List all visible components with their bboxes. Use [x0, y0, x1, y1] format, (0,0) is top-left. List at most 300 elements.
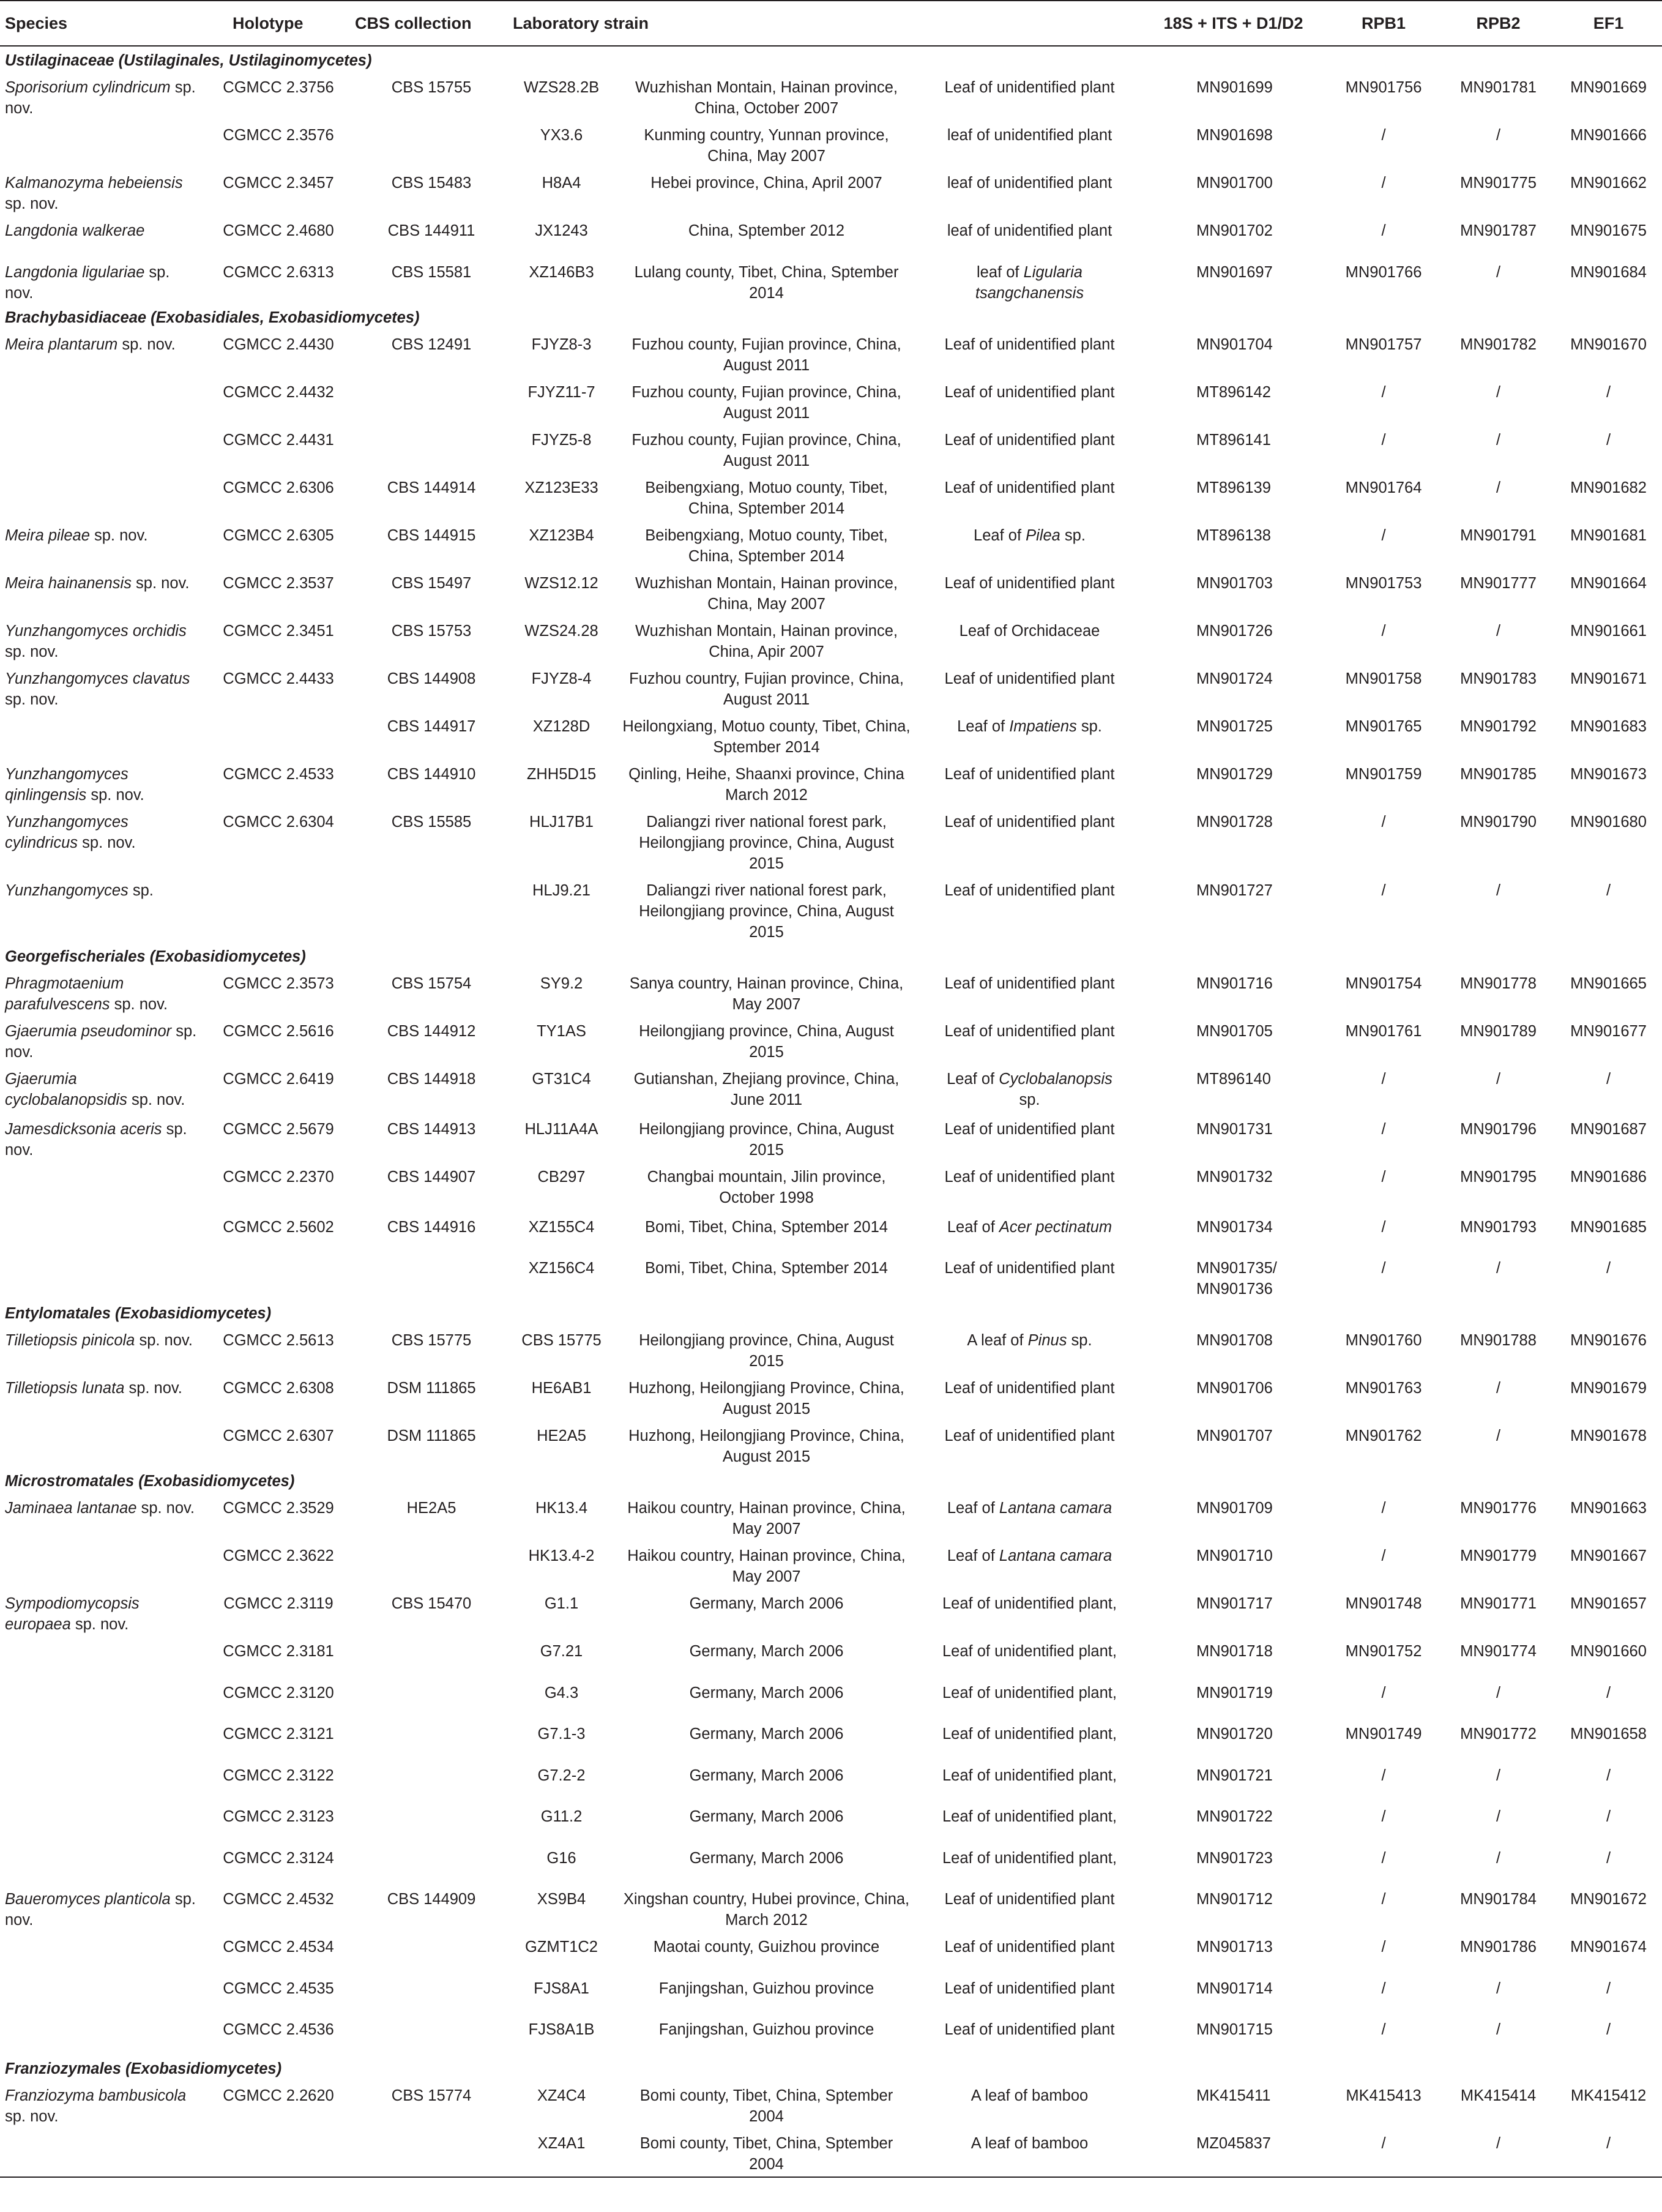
cell-holotype: CGMCC 2.3622	[223, 1547, 334, 1564]
cell-18s-its-d1d2: MN901708	[1196, 1332, 1273, 1349]
species-suffix: sp. nov.	[135, 1332, 193, 1349]
table-row	[0, 1539, 1662, 1587]
species-suffix: sp.	[128, 881, 154, 899]
cell-rpb1: /	[1381, 1684, 1386, 1702]
table-row	[0, 166, 1662, 214]
cell-holotype: CGMCC 2.3120	[223, 1684, 334, 1702]
cell-ef1: MN901684	[1570, 263, 1647, 281]
cell-holotype: CGMCC 2.5613	[223, 1332, 334, 1349]
host-prefix: leaf of	[977, 263, 1024, 281]
cell-location: Wuzhishan Montain, Hainan province, China, October 2007	[635, 79, 898, 117]
cell-lab-strain: HLJ11A4A	[524, 1120, 598, 1138]
host-prefix: Leaf of	[957, 717, 1010, 735]
cell-cbs: CBS 144916	[387, 1218, 476, 1236]
group-header-row	[0, 943, 1662, 967]
cell-species	[0, 471, 202, 519]
cell-cbs	[355, 1930, 508, 1972]
cell-rpb2: MN901772	[1460, 1725, 1537, 1743]
cell-lab-strain: G7.2-2	[537, 1766, 586, 1784]
cell-host: Leaf of unidentified plant,	[942, 1725, 1117, 1743]
cell-species	[0, 2079, 202, 2127]
cell-lab-strain: XZ155C4	[528, 1218, 595, 1236]
table-row	[0, 119, 1662, 166]
cell-holotype: CGMCC 2.3119	[223, 1595, 334, 1612]
cell-18s-its-d1d2: MN901720	[1196, 1725, 1273, 1743]
host-suffix: sp.	[1019, 1091, 1040, 1108]
cell-rpb2: /	[1496, 1849, 1501, 1867]
cell-holotype: CGMCC 2.4534	[223, 1938, 334, 1956]
cell-holotype: CGMCC 2.6305	[223, 526, 334, 544]
cell-rpb2: /	[1496, 1808, 1501, 1825]
cell-rpb2: MN901785	[1460, 765, 1537, 783]
cell-species	[0, 615, 202, 662]
species-suffix: sp. nov.	[5, 1120, 187, 1159]
cell-holotype: CGMCC 2.4532	[223, 1891, 334, 1908]
table-row	[0, 1587, 1662, 1635]
cell-species	[0, 874, 202, 943]
cell-rpb1: MN901758	[1345, 670, 1422, 687]
cell-rpb2: /	[1496, 1070, 1501, 1088]
cell-holotype: CGMCC 2.4432	[223, 383, 334, 401]
cell-rpb1: /	[1381, 881, 1386, 899]
cell-lab-strain: XZ4C4	[537, 2087, 586, 2104]
table-row	[0, 71, 1662, 119]
cell-rpb2: /	[1496, 1260, 1501, 1277]
cell-lab-strain: XS9B4	[537, 1891, 586, 1908]
cell-18s-its-d1d2: MN901717	[1196, 1595, 1273, 1612]
cell-host: Leaf of unidentified plant	[944, 974, 1115, 992]
cell-cbs: CBS 144918	[387, 1070, 476, 1088]
group-order-class: (Ustilaginales, Ustilaginomycetes)	[114, 52, 372, 69]
cell-rpb2: MN901791	[1460, 526, 1537, 544]
species-suffix: sp. nov.	[110, 995, 168, 1013]
cell-ef1: MN901675	[1570, 222, 1647, 239]
cell-18s-its-d1d2: MN901721	[1196, 1766, 1273, 1784]
cell-rpb2: MN901784	[1460, 1891, 1537, 1908]
cell-lab-strain: FJS8A1	[534, 1979, 589, 1997]
cell-host: A leaf of bamboo	[971, 2087, 1089, 2104]
cell-ef1: MN901669	[1570, 79, 1647, 96]
cell-lab-strain: HLJ17B1	[529, 813, 594, 831]
host-prefix: Leaf of	[947, 1218, 999, 1236]
table-row	[0, 2127, 1662, 2177]
cell-rpb1: /	[1381, 1979, 1386, 1997]
species-suffix: sp. nov.	[5, 195, 59, 212]
cell-ef1: MN901676	[1570, 1332, 1647, 1349]
cell-ef1: MN901677	[1570, 1022, 1647, 1040]
cell-location: Haikou country, Hainan province, China, May 2007	[627, 1500, 906, 1538]
cell-rpb1: /	[1381, 2021, 1386, 2038]
group-order-class: (Exobasidiomycetes)	[121, 2060, 282, 2077]
cell-rpb1: /	[1381, 1891, 1386, 1908]
group-family-name: Georgefischeriales	[5, 947, 146, 965]
cell-rpb1: MN901761	[1345, 1022, 1422, 1040]
table-body	[0, 46, 1662, 2177]
cell-species	[0, 214, 202, 256]
cell-host: Leaf of unidentified plant,	[942, 1643, 1117, 1660]
cell-host: Leaf of unidentified plant,	[942, 1849, 1117, 1867]
cell-lab-strain: CBS 15775	[521, 1332, 602, 1349]
cell-holotype: CGMCC 2.6419	[223, 1070, 334, 1088]
cell-cbs: CBS 144908	[387, 670, 476, 687]
group-family-name: Microstromatales	[5, 1473, 135, 1490]
cell-ef1: MN901685	[1570, 1218, 1647, 1236]
species-name: Sporisorium cylindricum	[5, 79, 171, 96]
cell-holotype: CGMCC 2.4431	[223, 431, 334, 449]
cell-location: Sanya country, Hainan province, China, May 2007	[629, 974, 904, 1013]
group-header	[0, 304, 1662, 328]
cell-lab-strain: G4.3	[544, 1684, 579, 1702]
header-species: Species	[0, 1, 202, 46]
cell-species	[0, 1372, 202, 1419]
cell-rpb1: /	[1381, 622, 1386, 640]
cell-holotype: CGMCC 2.6313	[223, 263, 334, 281]
cell-species	[0, 1492, 202, 1539]
cell-rpb1: MN901754	[1345, 974, 1422, 992]
cell-rpb2: /	[1496, 1979, 1501, 1997]
cell-species	[0, 1587, 202, 1635]
cell-rpb2: MN901788	[1460, 1332, 1537, 1349]
cell-host	[918, 1539, 1141, 1587]
cell-ef1: MN901663	[1570, 1500, 1647, 1517]
cell-cbs: HE2A5	[406, 1500, 456, 1517]
cell-location: Bomi, Tibet, China, Sptember 2014	[645, 1260, 888, 1277]
cell-species	[0, 1635, 202, 1676]
cell-ef1: /	[1606, 383, 1611, 401]
cell-species	[0, 1676, 202, 1718]
cell-cbs	[355, 1842, 508, 1883]
species-suffix: sp. nov.	[89, 526, 148, 544]
cell-holotype: CGMCC 2.4536	[223, 2021, 334, 2038]
cell-host: Leaf of unidentified plant	[944, 79, 1115, 96]
cell-holotype	[202, 710, 355, 758]
species-name: Meira pileae	[5, 526, 90, 544]
cell-ef1: /	[1606, 1766, 1611, 1784]
host-taxon: Impatiens	[1009, 717, 1077, 735]
cell-rpb1: MN901757	[1345, 335, 1422, 353]
cell-species	[0, 758, 202, 805]
cell-species	[0, 2127, 202, 2177]
cell-18s-its-d1d2: MN901725	[1196, 717, 1273, 735]
cell-holotype: CGMCC 2.3573	[223, 974, 334, 992]
cell-species	[0, 1015, 202, 1063]
cell-holotype	[202, 2127, 355, 2177]
cell-18s-its-d1d2: MN901716	[1196, 974, 1273, 992]
cell-rpb2: /	[1496, 383, 1501, 401]
cell-lab-strain: HLJ9.21	[532, 881, 591, 899]
species-suffix: sp. nov.	[131, 574, 190, 592]
cell-rpb2: MN901778	[1460, 974, 1537, 992]
cell-ef1: MN901662	[1570, 174, 1647, 192]
cell-cbs	[355, 1972, 508, 2014]
cell-ef1: MN901670	[1570, 335, 1647, 353]
cell-species	[0, 1113, 202, 1160]
cell-ef1: MK415412	[1570, 2087, 1647, 2104]
cell-rpb1: /	[1381, 222, 1386, 239]
cell-host	[918, 710, 1141, 758]
cell-species	[0, 1211, 202, 1252]
cell-18s-its-d1d2: MN901731	[1196, 1120, 1273, 1138]
cell-host	[918, 1211, 1141, 1252]
cell-host: Leaf of unidentified plant,	[942, 1684, 1117, 1702]
cell-18s-its-d1d2: MN901704	[1196, 335, 1273, 353]
cell-18s-its-d1d2: MT896141	[1196, 431, 1271, 449]
cell-rpb2: /	[1442, 2127, 1555, 2177]
header-laboratory-strain: Laboratory strain	[508, 1, 1141, 46]
cell-location: Qinling, Heihe, Shaanxi province, China March 2012	[628, 765, 904, 804]
cell-holotype: CGMCC 2.3181	[223, 1643, 334, 1660]
cell-18s-its-d1d2: MN901709	[1196, 1500, 1273, 1517]
table-row	[0, 1759, 1662, 1801]
cell-holotype: CGMCC 2.4430	[223, 335, 334, 353]
cell-rpb1: /	[1381, 1500, 1386, 1517]
cell-cbs	[355, 1717, 508, 1759]
table-row	[0, 1800, 1662, 1842]
cell-rpb1: MN901749	[1345, 1725, 1422, 1743]
cell-cbs: CBS 144911	[387, 222, 475, 239]
table-row	[0, 1113, 1662, 1160]
cell-host: Leaf of unidentified plant	[944, 383, 1115, 401]
cell-location: Bomi county, Tibet, China, Sptember 2004	[615, 2127, 918, 2177]
cell-rpb2: MN901792	[1460, 717, 1537, 735]
header-cbs-collection: CBS collection	[355, 1, 508, 46]
species-suffix: sp. nov.	[5, 79, 196, 117]
cell-cbs: CBS 15581	[391, 263, 472, 281]
host-taxon: Cyclobalanopsis	[999, 1070, 1112, 1088]
cell-host	[918, 519, 1141, 567]
table-row	[0, 1063, 1662, 1113]
cell-species	[0, 376, 202, 424]
species-suffix: sp. nov.	[70, 1616, 129, 1633]
cell-rpb1: /	[1381, 1168, 1386, 1186]
species-suffix: sp. nov.	[136, 1500, 195, 1517]
cell-cbs: CBS 15755	[391, 79, 472, 96]
cell-18s-its-d1d2: MK415411	[1196, 2087, 1271, 2104]
group-header-row	[0, 2055, 1662, 2079]
cell-holotype: CGMCC 2.3124	[223, 1849, 334, 1867]
host-taxon: Acer pectinatum	[999, 1218, 1112, 1236]
species-suffix: sp. nov.	[5, 690, 59, 708]
cell-ef1: /	[1606, 1684, 1611, 1702]
group-family-name: Brachybasidiaceae	[5, 308, 147, 326]
cell-location: Bomi county, Tibet, China, Sptember 2004	[639, 2087, 893, 2125]
cell-cbs: CBS 15497	[391, 574, 472, 592]
cell-rpb2: /	[1496, 1684, 1501, 1702]
host-suffix: sp.	[1076, 717, 1102, 735]
host-prefix: A leaf of	[967, 1332, 1028, 1349]
cell-ef1: MN901673	[1570, 765, 1647, 783]
cell-ef1: /	[1555, 2127, 1662, 2177]
cell-ef1: /	[1606, 1070, 1611, 1088]
table-row	[0, 1972, 1662, 2014]
cell-host: Leaf of unidentified plant,	[942, 1766, 1117, 1784]
cell-cbs	[355, 119, 508, 166]
cell-rpb1: /	[1381, 1766, 1386, 1784]
cell-lab-strain: G7.21	[540, 1643, 583, 1660]
cell-18s-its-d1d2: MN901723	[1196, 1849, 1273, 1867]
cell-cbs	[355, 1635, 508, 1676]
cell-rpb1: MN901748	[1345, 1595, 1422, 1612]
cell-host: Leaf of unidentified plant,	[942, 1808, 1117, 1825]
cell-18s-its-d1d2: MN901724	[1196, 670, 1273, 687]
table-row	[0, 214, 1662, 256]
cell-rpb2: MN901783	[1460, 670, 1537, 687]
cell-ef1: /	[1606, 2021, 1611, 2038]
cell-18s-its-d1d2: MN901699	[1196, 79, 1273, 96]
cell-rpb1: MN901756	[1345, 79, 1422, 96]
cell-rpb2: MN901790	[1460, 813, 1537, 831]
group-header	[0, 1467, 1662, 1492]
cell-host: A leaf of bamboo	[918, 2127, 1141, 2177]
cell-location: Fuzhou county, Fujian province, China, August 2011	[632, 431, 901, 469]
cell-location: Daliangzi river national forest park, Heilongjiang province, China, August 2015	[639, 813, 894, 872]
cell-lab-strain: GT31C4	[532, 1070, 591, 1088]
table-row	[0, 662, 1662, 710]
table-row	[0, 1015, 1662, 1063]
cell-species	[0, 1539, 202, 1587]
cell-18s-its-d1d2: MN901713	[1196, 1938, 1273, 1956]
cell-18s-its-d1d2: MN901702	[1196, 222, 1273, 239]
group-order-class: (Exobasidiales, Exobasidiomycetes)	[146, 308, 420, 326]
cell-18s-its-d1d2: MT896142	[1196, 383, 1271, 401]
cell-lab-strain: XZ128D	[532, 717, 591, 735]
species-name: Yunzhangomyces orchidis	[5, 622, 187, 640]
cell-cbs: CBS 15470	[391, 1595, 472, 1612]
table-row	[0, 2013, 1662, 2055]
cell-host: Leaf of unidentified plant	[944, 765, 1115, 783]
cell-lab-strain: WZS28.2B	[523, 79, 600, 96]
cell-18s-its-d1d2: MN901727	[1196, 881, 1273, 899]
cell-rpb2: MN901771	[1460, 1595, 1537, 1612]
cell-rpb1: /	[1381, 1808, 1386, 1825]
cell-species	[0, 1252, 202, 1299]
table-row	[0, 805, 1662, 874]
cell-rpb2: /	[1496, 127, 1501, 144]
cell-cbs: CBS 15774	[391, 2087, 472, 2104]
cell-host: Leaf of unidentified plant	[944, 881, 1115, 899]
cell-18s-its-d1d2: MN901712	[1196, 1891, 1273, 1908]
cell-lab-strain: XZ4A1	[508, 2127, 615, 2177]
cell-18s-its-d1d2: MT896140	[1196, 1070, 1271, 1088]
cell-location: Fanjingshan, Guizhou province	[658, 1979, 874, 1997]
cell-cbs	[355, 424, 508, 471]
cell-location: Heilongjiang province, China, August 2015	[639, 1332, 894, 1370]
cell-18s-its-d1d2: MN901707	[1196, 1427, 1273, 1444]
cell-rpb1: /	[1381, 1849, 1386, 1867]
cell-host: Leaf of unidentified plant	[944, 479, 1115, 496]
cell-18s-its-d1d2: MN901698	[1196, 127, 1273, 144]
species-name: Meira hainanensis	[5, 574, 132, 592]
cell-cbs	[355, 2127, 508, 2177]
cell-host	[918, 1324, 1141, 1372]
cell-species	[0, 1324, 202, 1372]
cell-holotype: CGMCC 2.4533	[223, 765, 334, 783]
cell-holotype: CGMCC 2.3576	[223, 127, 334, 144]
cell-host: Leaf of unidentified plant	[944, 813, 1115, 831]
cell-lab-strain: JX1243	[535, 222, 588, 239]
cell-rpb1: /	[1381, 1547, 1386, 1564]
table-row	[0, 710, 1662, 758]
cell-host: Leaf of unidentified plant	[944, 1891, 1115, 1908]
cell-location: Wuzhishan Montain, Hainan province, China, Apir 2007	[635, 622, 898, 660]
cell-host: Leaf of Orchidaceae	[959, 622, 1100, 640]
cell-species	[0, 1972, 202, 2014]
host-taxon: Ligularia tsangchanensis	[975, 263, 1084, 302]
cell-rpb2: /	[1496, 622, 1501, 640]
table-row	[0, 1492, 1662, 1539]
cell-18s-its-d1d2: MN901703	[1196, 574, 1273, 592]
cell-cbs: CBS 144907	[387, 1168, 476, 1186]
cell-lab-strain: G1.1	[544, 1595, 579, 1612]
cell-lab-strain: CB297	[537, 1168, 586, 1186]
cell-cbs: CBS 144917	[387, 717, 476, 735]
cell-location: Hebei province, China, April 2007	[650, 174, 882, 192]
cell-location: Fuzhou county, Fujian province, China, August 2011	[632, 335, 901, 374]
host-prefix: Leaf of	[947, 1500, 999, 1517]
cell-rpb2: /	[1496, 1380, 1501, 1397]
cell-ef1: MN901674	[1570, 1938, 1647, 1956]
cell-ef1: MN901666	[1570, 127, 1647, 144]
cell-rpb1: /	[1325, 2127, 1442, 2177]
cell-lab-strain: SY9.2	[540, 974, 583, 992]
cell-lab-strain: G16	[546, 1849, 576, 1867]
cell-lab-strain: XZ123E33	[524, 479, 598, 496]
header-row	[0, 1, 1662, 46]
cell-18s-its-d1d2: MN901719	[1196, 1684, 1273, 1702]
cell-18s-its-d1d2: MN901718	[1196, 1643, 1273, 1660]
table-row	[0, 1842, 1662, 1883]
cell-cbs: DSM 111865	[387, 1380, 476, 1397]
cell-cbs	[355, 1800, 508, 1842]
group-order-class: (Exobasidiomycetes)	[110, 1305, 272, 1322]
cell-cbs: CBS 12491	[391, 335, 472, 353]
cell-rpb2: MN901795	[1460, 1168, 1537, 1186]
cell-holotype: CGMCC 2.5602	[223, 1218, 334, 1236]
cell-location: Wuzhishan Montain, Hainan province, China, May 2007	[635, 574, 898, 613]
cell-rpb2: MN901787	[1460, 222, 1537, 239]
cell-holotype: CGMCC 2.3123	[223, 1808, 334, 1825]
cell-location: Beibengxiang, Motuo county, Tibet, China, Sptember 2014	[645, 479, 888, 517]
cell-location: Germany, March 2006	[689, 1766, 844, 1784]
cell-host: leaf of unidentified plant	[947, 127, 1112, 144]
species-name: Yunzhangomyces qinlingensis	[5, 765, 129, 804]
cell-lab-strain: H8A4	[542, 174, 581, 192]
cell-cbs: CBS 15753	[391, 622, 472, 640]
host-taxon: Pilea	[1026, 526, 1060, 544]
group-family-name: Franziozymales	[5, 2060, 121, 2077]
cell-host: Leaf of unidentified plant	[944, 1380, 1115, 1397]
cell-species	[0, 1717, 202, 1759]
species-name: Tilletiopsis pinicola	[5, 1332, 135, 1349]
cell-ef1: MN901679	[1570, 1380, 1647, 1397]
cell-lab-strain: FJYZ8-4	[531, 670, 592, 687]
cell-lab-strain: HK13.4-2	[528, 1547, 595, 1564]
cell-location: Kunming country, Yunnan province, China, May 2007	[644, 127, 889, 165]
cell-lab-strain: ZHH5D15	[526, 765, 597, 783]
cell-rpb2: /	[1496, 1427, 1501, 1444]
cell-host: Leaf of unidentified plant	[944, 335, 1115, 353]
cell-18s-its-d1d2: MN901726	[1196, 622, 1273, 640]
cell-holotype: CGMCC 2.3537	[223, 574, 334, 592]
cell-location: Beibengxiang, Motuo county, Tibet, China, Sptember 2014	[645, 526, 888, 565]
cell-lab-strain: WZS24.28	[524, 622, 598, 640]
cell-species	[0, 662, 202, 710]
table-row	[0, 967, 1662, 1015]
cell-rpb1: MN901763	[1345, 1380, 1422, 1397]
cell-rpb1: /	[1381, 1218, 1386, 1236]
group-header-row	[0, 304, 1662, 328]
cell-ef1: MN901678	[1570, 1427, 1647, 1444]
